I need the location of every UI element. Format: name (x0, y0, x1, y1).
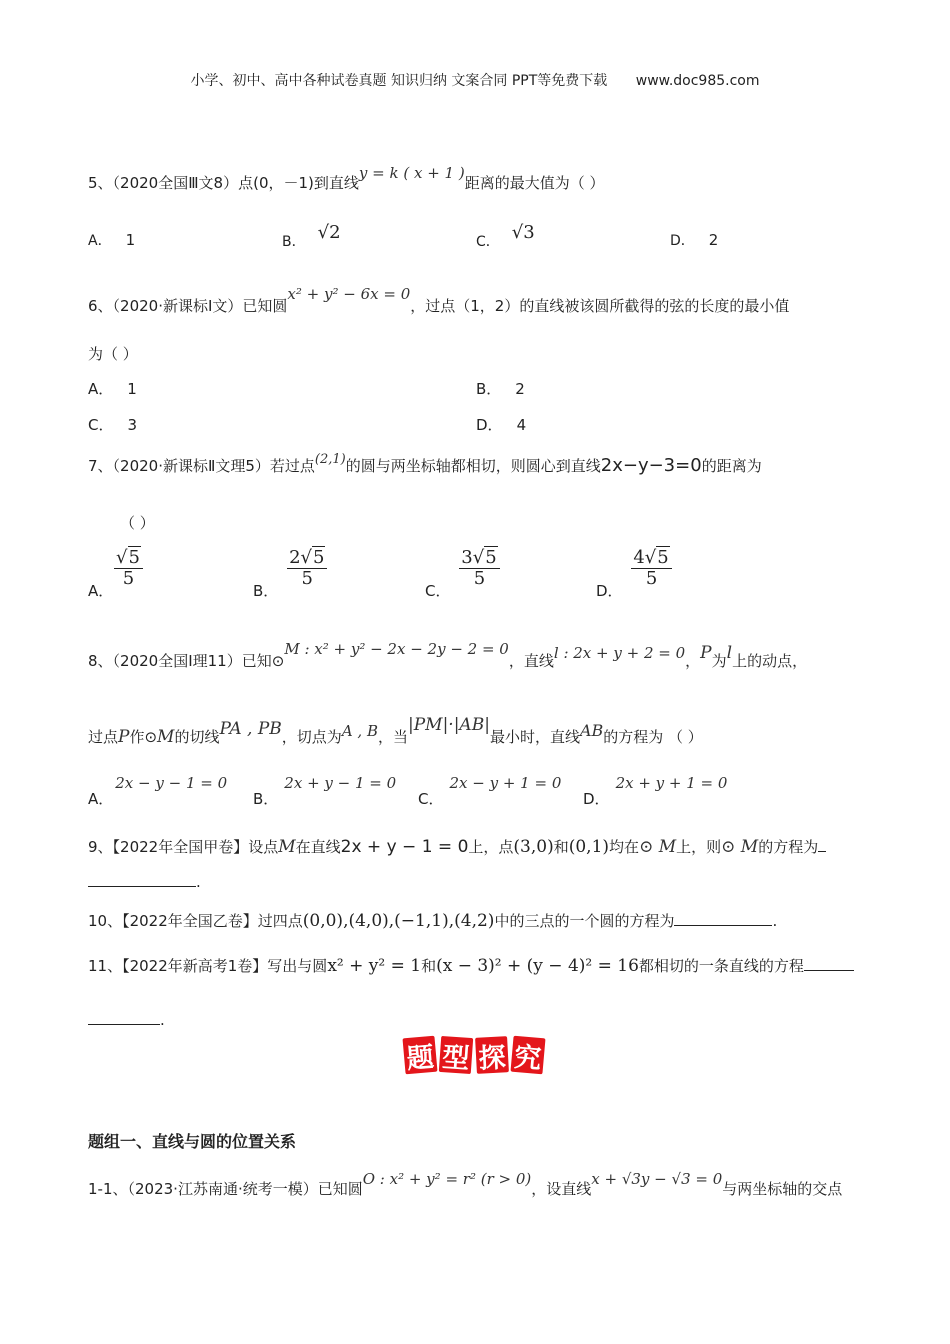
q5-option-a[interactable]: A． 1 (88, 231, 136, 249)
q11-answer-blank-a[interactable] (804, 956, 854, 971)
q6-option-a[interactable]: A． 1 (88, 380, 137, 398)
q7-option-b[interactable]: B． $\frac{2√5}{5}$ (253, 548, 327, 601)
q6-option-d[interactable]: D． 4 (476, 416, 527, 434)
q6-line2: 为（ ） (88, 345, 138, 363)
q9-line2: . (88, 872, 201, 891)
question-8: 8、（2020全国Ⅰ理11）已知⊙M : x² + y² − 2x − 2y − 2 = 0，直线l : 2x + y + 2 = 0，P为l上的动点， (88, 640, 808, 670)
q6-option-c[interactable]: C． 3 (88, 416, 138, 434)
banner-char-3: 探 (475, 1036, 509, 1074)
q8-option-c[interactable]: C．2x − y + 1 = 0 (418, 774, 562, 808)
q8-circle: M : x² + y² − 2x − 2y − 2 = 0 (284, 640, 509, 658)
question-9: 9、【2022年全国甲卷】设点M在直线2x + y − 1 = 0上，点(3,0)和(0,1)均在⊙ M上，则⊙ M的方程为 (88, 836, 826, 857)
banner-char-4: 究 (510, 1036, 545, 1075)
question-7: 7、（2020·新课标Ⅱ文理5）若过点(2,1)的圆与两坐标轴都相切，则圆心到直线2x−y−3=0的距离为 (88, 452, 762, 476)
q6-formula: x² + y² − 6x = 0 (287, 285, 411, 303)
section-title: 题组一、直线与圆的位置关系 (88, 1132, 297, 1151)
q10-answer-blank[interactable] (674, 911, 772, 926)
q8-option-d[interactable]: D．2x + y + 1 = 0 (583, 774, 728, 808)
q5-option-c[interactable]: C． √3 (476, 222, 535, 250)
page-header (0, 70, 950, 90)
q7-option-d[interactable]: D． $\frac{4√5}{5}$ (596, 548, 672, 601)
q5-option-b[interactable]: B． √2 (282, 222, 341, 250)
q8-option-a[interactable]: A．2x − y − 1 = 0 (88, 774, 228, 808)
q5-prefix: 5、（2020全国Ⅲ文8）点(0，－1)到直线 (88, 174, 359, 192)
section-banner (404, 1037, 544, 1073)
banner-char-1: 题 (402, 1036, 437, 1075)
banner-char-2: 型 (439, 1036, 473, 1074)
q7-point: (2,1) (314, 452, 346, 467)
q7-option-c[interactable]: C． $\frac{3√5}{5}$ (425, 548, 500, 601)
q7-option-a[interactable]: A． $\frac{√5}{5}$ (88, 548, 143, 601)
q8-option-b[interactable]: B．2x + y − 1 = 0 (253, 774, 397, 808)
header-site: www.doc985.com (635, 73, 760, 89)
q10-points: (0,0),(4,0),(−1,1),(4,2) (302, 911, 495, 931)
q6-option-b[interactable]: B． 2 (476, 380, 525, 398)
q7-line-eq: 2x−y−3=0 (600, 455, 702, 476)
q1-1-line: x + √3y − √3 = 0 (591, 1170, 723, 1188)
question-1-1: 1-1、（2023·江苏南通·统考一模）已知圆O : x² + y² = r² (r > 0)，设直线x + √3y − √3 = 0与两坐标轴的交点 (88, 1170, 843, 1198)
question-6: 6、（2020·新课标Ⅰ文）已知圆x² + y² − 6x = 0，过点（1，2）的直线被该圆所截得的弦的长度的最小值 (88, 285, 790, 315)
question-5 (88, 164, 605, 193)
header-text: 小学、初中、高中各种试卷真题 知识归纳 文案合同 PPT等免费下载 (190, 73, 608, 89)
q5-option-d[interactable]: D． 2 (670, 231, 719, 249)
q11-answer-blank-b[interactable] (88, 1010, 160, 1025)
question-10: 10、【2022年全国乙卷】过四点(0,0),(4,0),(−1,1),(4,2)中的三点的一个圆的方程为 . (88, 911, 778, 931)
question-11: 11、【2022年新高考1卷】写出与圆x² + y² = 1和(x − 3)² + (y − 4)² = 16都相切的一条直线的方程 (88, 955, 854, 976)
q8-line: l : 2x + y + 2 = 0 (553, 644, 686, 662)
q1-1-circle: O : x² + y² = r² (r > 0) (362, 1170, 532, 1188)
q9-answer-blank-b[interactable] (88, 872, 196, 887)
question-8-line2: 过点P作⊙M的切线PA , PB，切点为A , B，当|PM|·|AB|最小时，直线AB的方程为 （ ） (88, 715, 703, 747)
q5-formula: y = k ( x + 1 ) (358, 164, 465, 182)
q7-line2: （ ） (120, 514, 155, 532)
q11-line2: . (88, 1010, 165, 1029)
q9-answer-blank-a[interactable] (818, 837, 826, 852)
q5-suffix: 距离的最大值为（ ） (464, 174, 605, 192)
